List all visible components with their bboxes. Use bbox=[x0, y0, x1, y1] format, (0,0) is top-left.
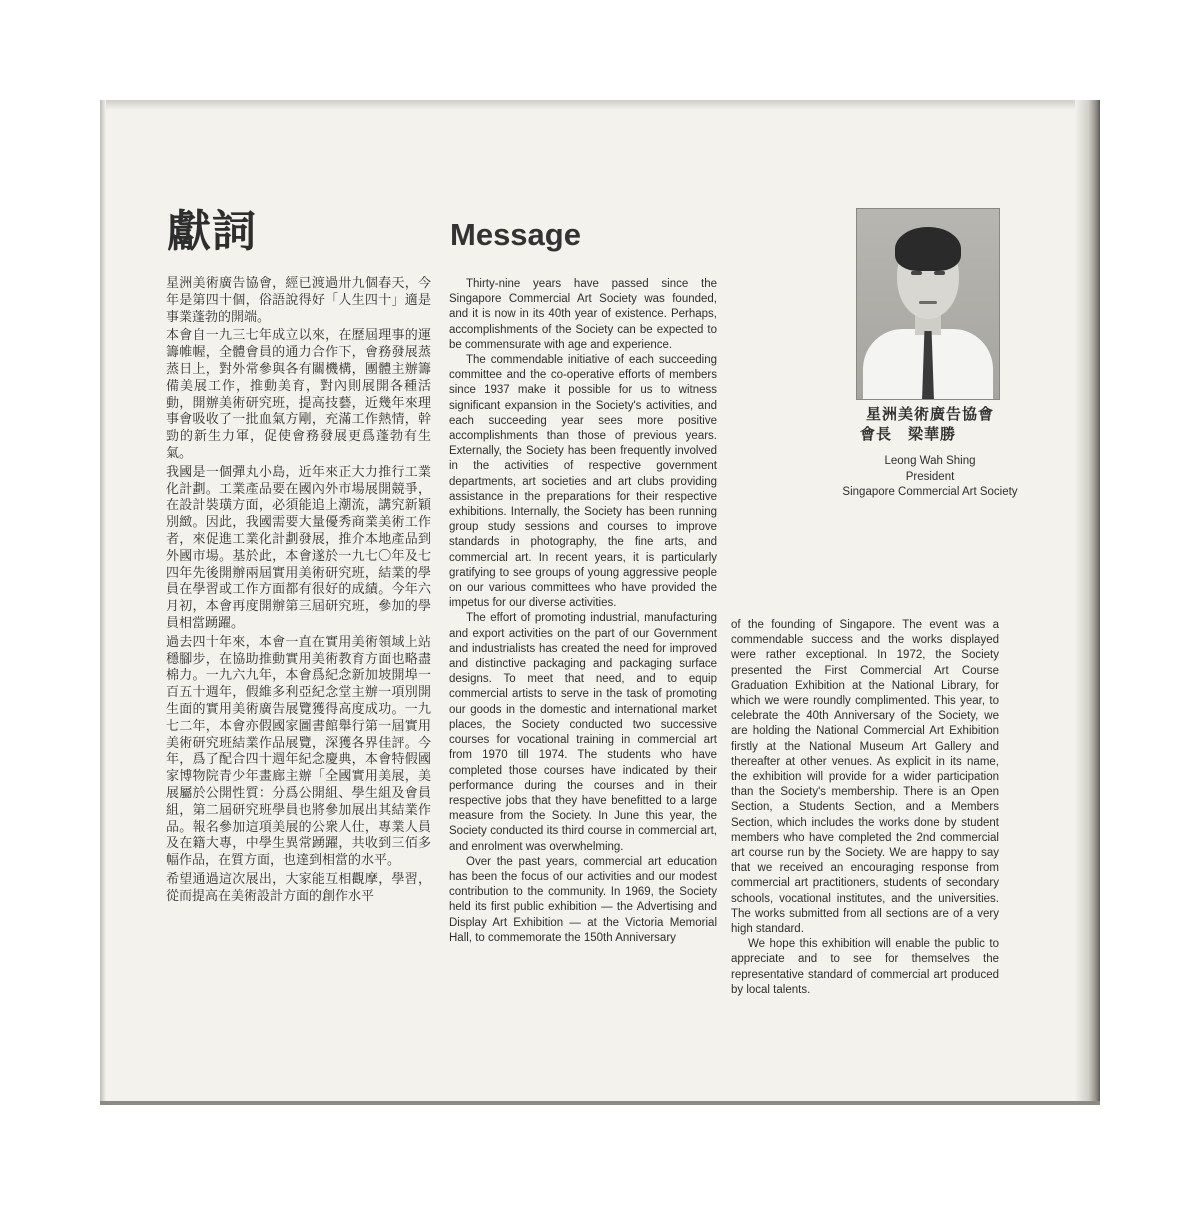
top-shadow bbox=[100, 100, 1100, 110]
english-paragraph: We hope this exhibition will enable the public to appreciate and to see for themselves the representative standard of commercial art produced by local talents. bbox=[731, 938, 999, 996]
chinese-paragraph: 本會自一九三七年成立以來，在歷屆理事的運籌帷幄，全體會員的通力合作下，會務發展蒸蒸日上，對外常參與各有關機構，團體主辦籌備美展工作，推動美育，對內則展開各種活動，開辦美術研究班，提高技藝，近幾年來理事會吸收了一批血氣方剛，充滿工作熱情，幹勁的新生力軍，促使會務發展更爲蓬勃有生氣。 bbox=[166, 328, 431, 461]
caption-role-name-cn bbox=[820, 424, 1040, 444]
caption-org-cn: 星洲美術廣告協會 bbox=[865, 405, 994, 423]
english-column-1 bbox=[449, 277, 717, 1032]
left-shadow bbox=[100, 100, 106, 1105]
english-paragraph: of the founding of Singapore. The event was a commendable success and the works displayed were rather exceptional. In 1972, the Society presented the First Commercial Art Course Graduation Exhibition at the National Library, for which we were roundly complimented. This year, to celebrate the 40th Anniversary of the Society, we are holding the National Commercial Art Exhibition firstly at the National Museum Art Gallery and thereafter at other venues. As explicit in its name, the exhibition will provide for a wider participation than the Society's membership. There is an Open Section, a Students Section, and a Members Section, which includes the works done by student members who have completed the 2nd commercial art course run by the Society. We are happy to say that we received an encouraging response from commercial art practitioners, students of secondary schools, vocational institutes, and the universities. The works submitted from all sections are of a very high standard. bbox=[731, 619, 999, 936]
chinese-paragraph: 希望通過這次展出，大家能互相觀摩，學習，從而提高在美術設計方面的創作水平 bbox=[166, 871, 431, 904]
english-paragraph: Thirty-nine years have passed since the Singapore Commercial Art Society was founded, and it is now in its 40th year of existence. Perhaps, accomplishments of the Society can be expected to be commensurate with age and experience. bbox=[449, 278, 717, 351]
president-portrait-photo bbox=[856, 208, 1000, 400]
english-title: Message bbox=[450, 217, 581, 252]
chinese-paragraph: 我國是一個彈丸小島，近年來正大力推行工業化計劃。工業產品要在國內外市場展開競爭，在設計裝璜方面，必須能追上潮流，講究新穎別緻。因此，我國需要大量優秀商業美術工作者，來促進工業化計劃發展，推介本地產品到外國市場。基於此，本會遂於一九七〇年及七四年先後開辦兩屆實用美術研究班，結業的學員在學習或工作方面都有很好的成績。今年六月初，本會再度開辦第三屆研究班，參加的學員相當踴躍。 bbox=[166, 464, 431, 631]
english-paragraph: The commendable initiative of each succeeding committee and the co-operative efforts of members since 1937 make it possible for us to witness significant expansion in the Society's activities, and each succeeding year sees more positive accomplishments than those of previous years. Externally, the Society has been frequently involved in the activities of respective government departments, art societies and art clubs providing assistance in the preparations for their respective exhibitions. Internally, the Society has been running group study sessions and courses to improve standards in photography, the fine arts, and commercial art. In recent years, it is particularly gratifying to see groups of young aggressive people on our various committees who have provided the impetus for our diverse activities. bbox=[449, 354, 717, 610]
chinese-paragraph: 星洲美術廣告協會，經已渡過卅九個春天，今年是第四十個，俗語說得好「人生四十」適是事業蓬勃的開端。 bbox=[166, 276, 431, 325]
portrait-eye bbox=[934, 271, 945, 275]
caption-role-en: President bbox=[905, 470, 955, 483]
portrait-mouth bbox=[919, 301, 937, 304]
portrait-caption bbox=[820, 404, 1040, 501]
page-bottom-edge bbox=[100, 1101, 1100, 1105]
portrait-eye bbox=[911, 271, 922, 275]
english-column-2 bbox=[731, 618, 999, 1038]
english-paragraph: Over the past years, commercial art education has been the focus of our activities and our modest contribution to the community. In 1969, the Society held its first public exhibition — the Advertising and Display Art Exhibition — at the Victoria Memorial Hall, to commemorate the 150th Anniversary bbox=[449, 855, 717, 944]
chinese-paragraph: 過去四十年來，本會一直在實用美術領域上站穩腳步，在協助推動實用美術教育方面也略盡棉力。一九六九年，本會爲紀念新加坡開埠一百五十週年，假維多利亞紀念堂主辦一項別開生面的實用美術廣告展覽獲得高度成功。一九七二年，本會亦假國家圖書館舉行第一屆實用美術研究班結業作品展覽，深獲各界佳評。今年，爲了配合四十週年紀念慶典，本會特假國家博物院青少年畫廊主辦「全國實用美展，美展屬於公開性質：分爲公開組、學生組及會員組，第二屆研究班學員也將參加展出其結業作品。報名參加這項美展的公衆人仕，專業人員及在籍大專，中學生異常踴躍，共收到三佰多幅作品，在質方面，也達到相當的水平。 bbox=[166, 634, 431, 869]
caption-name-en: Leong Wah Shing bbox=[884, 455, 976, 467]
portrait-hair bbox=[895, 227, 961, 271]
caption-org-en: Singapore Commercial Art Society bbox=[842, 486, 1018, 498]
chinese-column bbox=[166, 276, 431, 1036]
caption-name-cn: 梁華勝 bbox=[908, 425, 957, 443]
chinese-title: 獻詞 bbox=[167, 206, 257, 257]
caption-role-cn: 會長 bbox=[860, 425, 893, 443]
english-paragraph: The effort of promoting industrial, manufacturing and export activities on the part of our Government and industrialists has created the need for improved and distinctive packaging and packaging surface designs. To meet that need, and to equip commercial artists to serve in the task of promoting our goods in the domestic and international market places, the Society conducted two successive courses for vocational training in commercial art from 1970 till 1974. The students who have completed those courses have indicated by their performance during the courses and in their respective jobs that they have benefitted to a large measure from the Society. In June this year, the Society conducted its third course in commercial art, and enrolment was overwhelming. bbox=[449, 612, 717, 853]
book-spine-shadow bbox=[1075, 100, 1100, 1105]
